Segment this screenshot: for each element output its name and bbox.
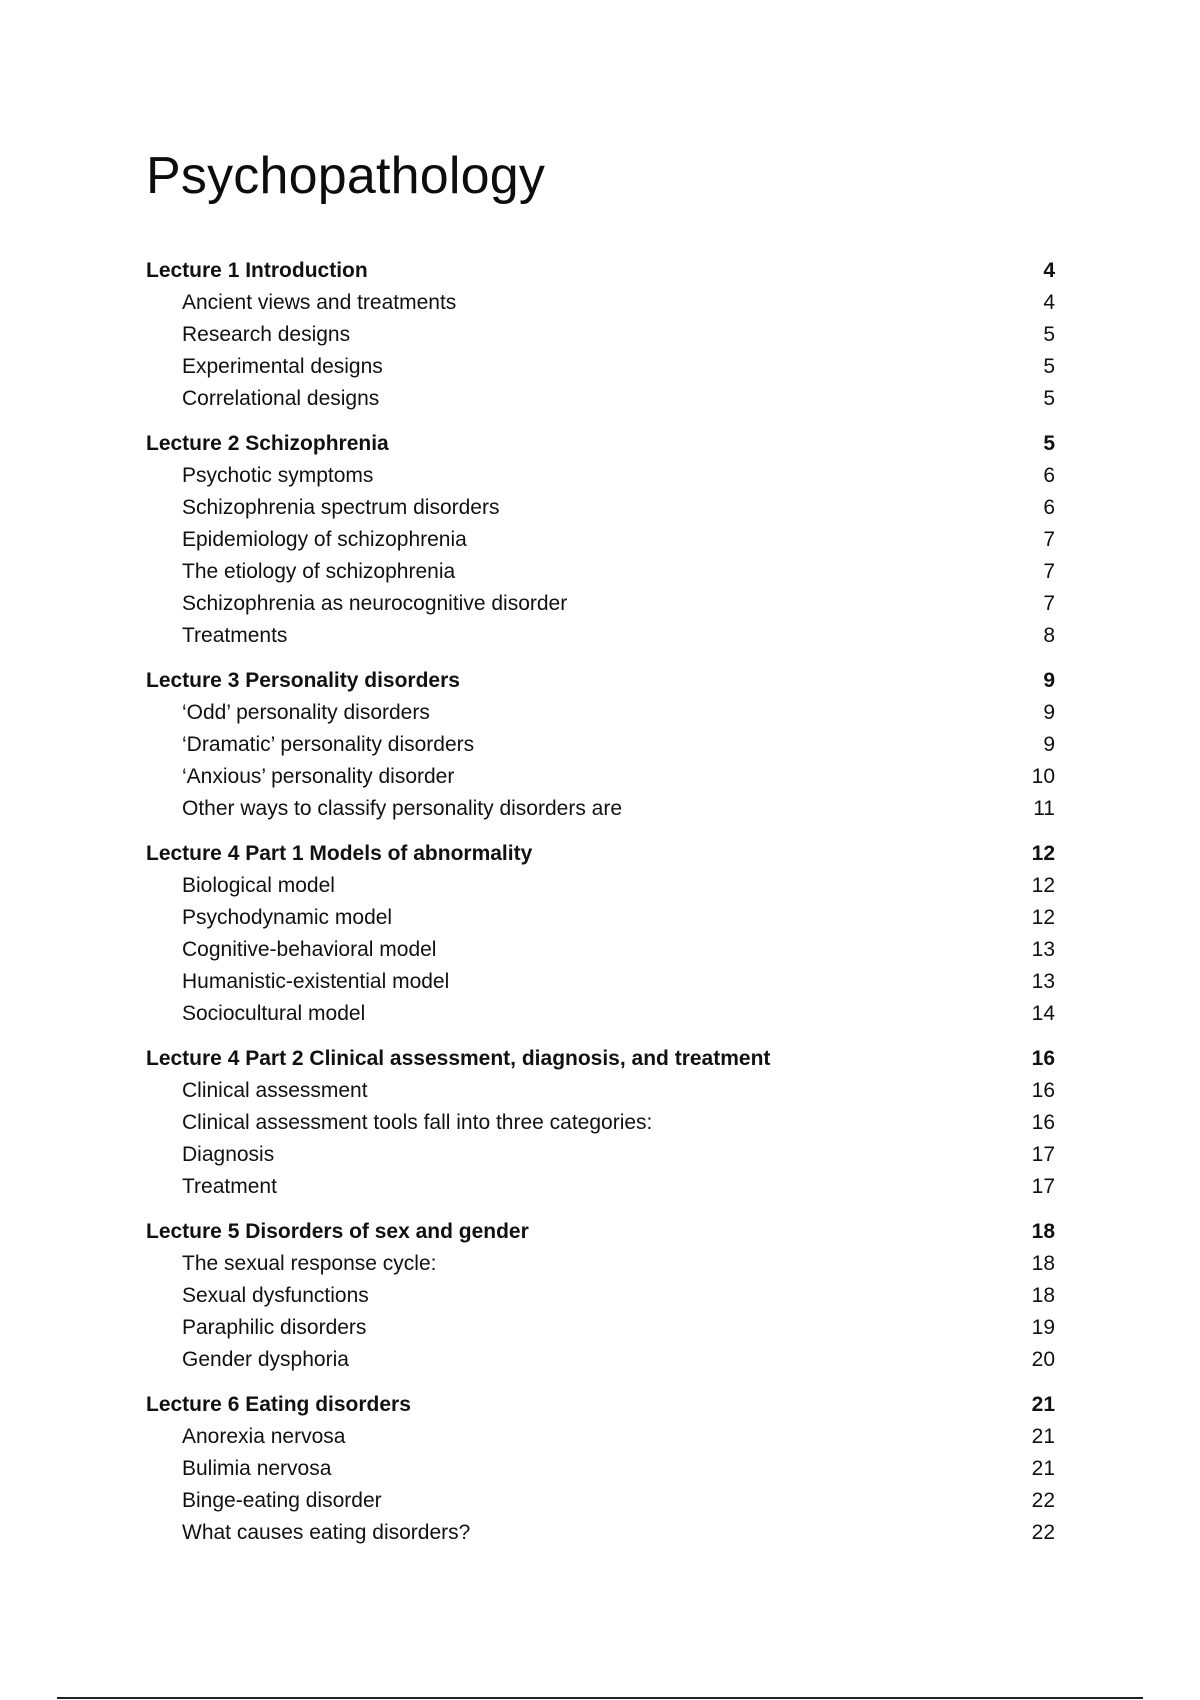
toc-heading-label: Lecture 2 Schizophrenia bbox=[146, 432, 389, 455]
toc-section bbox=[146, 838, 1055, 1030]
toc-entry[interactable] bbox=[146, 1280, 1055, 1312]
toc-entry[interactable] bbox=[146, 588, 1055, 620]
toc-entry[interactable] bbox=[146, 319, 1055, 351]
toc-entry[interactable] bbox=[146, 1517, 1055, 1549]
toc-entry-label: Cognitive-behavioral model bbox=[182, 938, 437, 961]
toc-entry-page-number: 20 bbox=[1031, 1348, 1055, 1371]
toc-entry[interactable] bbox=[146, 351, 1055, 383]
toc-entry[interactable] bbox=[146, 1421, 1055, 1453]
toc-entry-page-number: 9 bbox=[1043, 733, 1055, 756]
toc-entry[interactable] bbox=[146, 1107, 1055, 1139]
toc-heading[interactable] bbox=[146, 838, 1055, 870]
toc-heading-label: Lecture 3 Personality disorders bbox=[146, 669, 460, 692]
toc-entry[interactable] bbox=[146, 902, 1055, 934]
toc-entry[interactable] bbox=[146, 460, 1055, 492]
toc-entry[interactable] bbox=[146, 1453, 1055, 1485]
toc-entry-label: Diagnosis bbox=[182, 1143, 275, 1166]
toc-heading[interactable] bbox=[146, 1216, 1055, 1248]
toc-entry[interactable] bbox=[146, 1139, 1055, 1171]
toc-heading-page-number: 18 bbox=[1031, 1220, 1055, 1243]
toc-entry[interactable] bbox=[146, 793, 1055, 825]
toc-entry-label: Treatment bbox=[182, 1175, 277, 1198]
toc-entry[interactable] bbox=[146, 870, 1055, 902]
toc-heading[interactable] bbox=[146, 1043, 1055, 1075]
toc-entry-label: ‘Odd’ personality disorders bbox=[182, 701, 430, 724]
toc-entry-label: Correlational designs bbox=[182, 387, 380, 410]
toc-heading[interactable] bbox=[146, 1389, 1055, 1421]
toc-entry-page-number: 12 bbox=[1031, 906, 1055, 929]
toc-entry-label: ‘Anxious’ personality disorder bbox=[182, 765, 455, 788]
toc-heading-page-number: 12 bbox=[1031, 842, 1055, 865]
toc-entry-label: Sociocultural model bbox=[182, 1002, 366, 1025]
toc-entry-label: The etiology of schizophrenia bbox=[182, 560, 456, 583]
toc-entry-page-number: 9 bbox=[1043, 701, 1055, 724]
toc-entry-label: Clinical assessment tools fall into three categories: bbox=[182, 1111, 653, 1134]
toc-entry[interactable] bbox=[146, 998, 1055, 1030]
toc-entry-page-number: 14 bbox=[1031, 1002, 1055, 1025]
toc-entry[interactable] bbox=[146, 729, 1055, 761]
toc-entry-page-number: 22 bbox=[1031, 1521, 1055, 1544]
toc-entry-label: Psychodynamic model bbox=[182, 906, 393, 929]
toc-entry-page-number: 5 bbox=[1043, 387, 1055, 410]
toc-entry-page-number: 5 bbox=[1043, 323, 1055, 346]
toc-entry-label: The sexual response cycle: bbox=[182, 1252, 437, 1275]
toc-entry[interactable] bbox=[146, 524, 1055, 556]
toc-heading-page-number: 21 bbox=[1031, 1393, 1055, 1416]
toc-heading[interactable] bbox=[146, 428, 1055, 460]
toc-entry-label: Epidemiology of schizophrenia bbox=[182, 528, 467, 551]
toc-entry-label: ‘Dramatic’ personality disorders bbox=[182, 733, 475, 756]
toc-heading-page-number: 4 bbox=[1043, 259, 1055, 282]
toc-section bbox=[146, 1389, 1055, 1549]
toc-entry[interactable] bbox=[146, 761, 1055, 793]
toc-entry-page-number: 18 bbox=[1031, 1252, 1055, 1275]
toc-heading-label: Lecture 4 Part 1 Models of abnormality bbox=[146, 842, 533, 865]
toc-entry-label: Schizophrenia spectrum disorders bbox=[182, 496, 500, 519]
toc-entry[interactable] bbox=[146, 966, 1055, 998]
toc-entry-page-number: 6 bbox=[1043, 496, 1055, 519]
toc-entry[interactable] bbox=[146, 934, 1055, 966]
toc-entry[interactable] bbox=[146, 697, 1055, 729]
toc-entry-label: Schizophrenia as neurocognitive disorder bbox=[182, 592, 568, 615]
toc-entry-page-number: 16 bbox=[1031, 1111, 1055, 1134]
footer-rule bbox=[57, 1697, 1143, 1699]
toc-entry[interactable] bbox=[146, 556, 1055, 588]
toc-entry-page-number: 6 bbox=[1043, 464, 1055, 487]
toc-section bbox=[146, 665, 1055, 825]
toc-heading-label: Lecture 5 Disorders of sex and gender bbox=[146, 1220, 529, 1243]
toc-entry-page-number: 22 bbox=[1031, 1489, 1055, 1512]
toc-entry-page-number: 19 bbox=[1031, 1316, 1055, 1339]
toc-entry[interactable] bbox=[146, 1248, 1055, 1280]
toc-section bbox=[146, 428, 1055, 652]
toc-section bbox=[146, 1043, 1055, 1203]
toc-entry-label: What causes eating disorders? bbox=[182, 1521, 471, 1544]
toc-entry-label: Sexual dysfunctions bbox=[182, 1284, 369, 1307]
toc-entry-page-number: 16 bbox=[1031, 1079, 1055, 1102]
toc-entry-page-number: 17 bbox=[1031, 1143, 1055, 1166]
toc-entry[interactable] bbox=[146, 1312, 1055, 1344]
toc-heading[interactable] bbox=[146, 665, 1055, 697]
toc-heading-page-number: 9 bbox=[1043, 669, 1055, 692]
table-of-contents bbox=[146, 255, 1055, 1562]
toc-heading-label: Lecture 1 Introduction bbox=[146, 259, 368, 282]
toc-entry-label: Experimental designs bbox=[182, 355, 383, 378]
toc-entry[interactable] bbox=[146, 287, 1055, 319]
toc-entry-label: Anorexia nervosa bbox=[182, 1425, 346, 1448]
toc-entry-page-number: 12 bbox=[1031, 874, 1055, 897]
toc-entry-label: Gender dysphoria bbox=[182, 1348, 349, 1371]
toc-heading-label: Lecture 6 Eating disorders bbox=[146, 1393, 411, 1416]
toc-entry[interactable] bbox=[146, 383, 1055, 415]
toc-entry-label: Paraphilic disorders bbox=[182, 1316, 367, 1339]
toc-entry-label: Other ways to classify personality disorders are bbox=[182, 797, 623, 820]
toc-entry[interactable] bbox=[146, 1171, 1055, 1203]
toc-entry-label: Treatments bbox=[182, 624, 288, 647]
toc-entry-page-number: 10 bbox=[1031, 765, 1055, 788]
toc-entry-label: Ancient views and treatments bbox=[182, 291, 457, 314]
toc-entry[interactable] bbox=[146, 1485, 1055, 1517]
toc-entry-page-number: 13 bbox=[1031, 970, 1055, 993]
toc-section bbox=[146, 1216, 1055, 1376]
toc-entry-label: Clinical assessment bbox=[182, 1079, 368, 1102]
toc-entry-label: Bulimia nervosa bbox=[182, 1457, 332, 1480]
toc-entry-label: Humanistic-existential model bbox=[182, 970, 450, 993]
page-title: Psychopathology bbox=[146, 147, 546, 205]
toc-entry-page-number: 7 bbox=[1043, 560, 1055, 583]
toc-entry-page-number: 7 bbox=[1043, 592, 1055, 615]
toc-entry[interactable] bbox=[146, 1344, 1055, 1376]
toc-section bbox=[146, 255, 1055, 415]
toc-entry[interactable] bbox=[146, 620, 1055, 652]
toc-entry-label: Research designs bbox=[182, 323, 351, 346]
toc-heading-page-number: 16 bbox=[1031, 1047, 1055, 1070]
toc-entry-page-number: 11 bbox=[1033, 797, 1055, 820]
toc-entry-page-number: 21 bbox=[1031, 1425, 1055, 1448]
toc-entry-page-number: 5 bbox=[1043, 355, 1055, 378]
toc-entry-label: Biological model bbox=[182, 874, 335, 897]
toc-entry-page-number: 7 bbox=[1043, 528, 1055, 551]
toc-heading-label: Lecture 4 Part 2 Clinical assessment, diagnosis, and treatment bbox=[146, 1047, 771, 1070]
toc-entry-page-number: 18 bbox=[1031, 1284, 1055, 1307]
toc-entry-label: Psychotic symptoms bbox=[182, 464, 374, 487]
toc-entry-page-number: 13 bbox=[1031, 938, 1055, 961]
toc-entry-page-number: 17 bbox=[1031, 1175, 1055, 1198]
toc-entry-page-number: 8 bbox=[1043, 624, 1055, 647]
toc-heading[interactable] bbox=[146, 255, 1055, 287]
toc-heading-page-number: 5 bbox=[1043, 432, 1055, 455]
toc-entry-label: Binge-eating disorder bbox=[182, 1489, 382, 1512]
toc-entry[interactable] bbox=[146, 1075, 1055, 1107]
toc-entry-page-number: 4 bbox=[1043, 291, 1055, 314]
toc-entry[interactable] bbox=[146, 492, 1055, 524]
toc-entry-page-number: 21 bbox=[1031, 1457, 1055, 1480]
